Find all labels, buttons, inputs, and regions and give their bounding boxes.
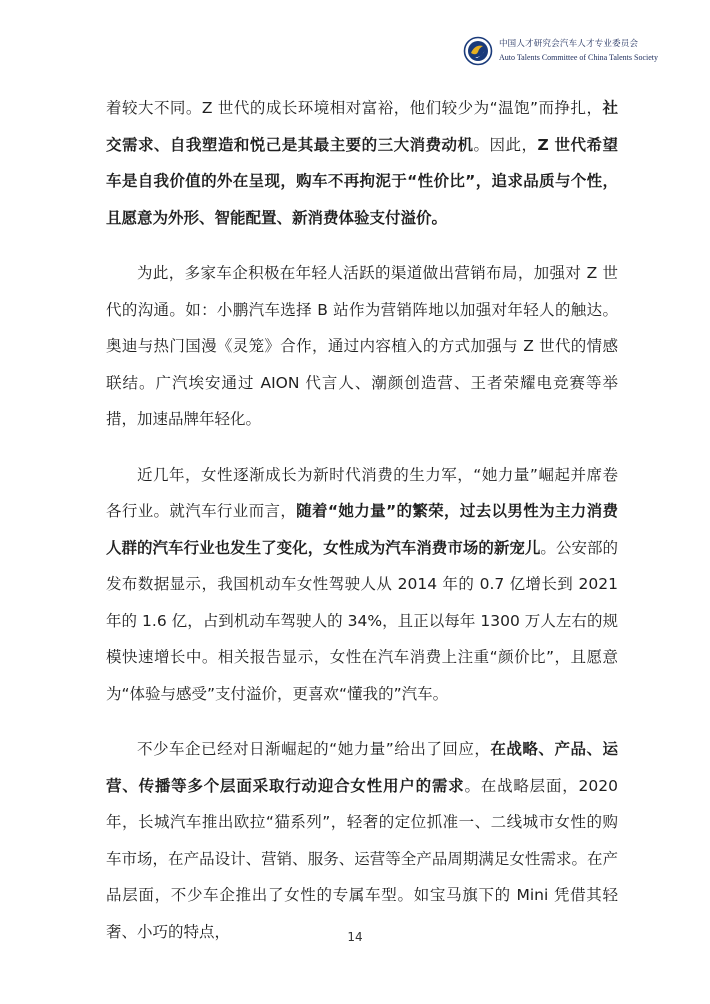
bold-text-run: Z 世代希望车是自我价值的外在呈现，购车不再拘泥于“性价比”，追求品质与个性，且愿意为外形、智能配置、新消费体验支付溢价。	[106, 135, 618, 227]
text-run: 。在战略层面，2020 年，长城汽车推出欧拉“猫系列”，轻奢的定位抓准一、二线城市女性的购车市场，在产品设计、营销、服务、运营等全产品周期满足女性需求。在产品层面，不少车企推出了女性的专属车型。如宝马旗下的 Mini 凭借其轻奢、小巧的特点，	[106, 776, 618, 941]
bold-text-run: 随着“她力量”的繁荣，过去以男性为主力消费人群的汽车行业也发生了变化，女性成为汽车消费市场的新宠儿	[106, 502, 618, 557]
text-run: 近几年，女性逐渐成长为新时代消费的生力军，“她力量”崛起并席卷各行业。就汽车行业而言，	[106, 465, 618, 520]
text-run: 着较大不同。Z 世代的成长环境相对富裕，他们较少为“温饱”而挣扎，	[106, 99, 603, 117]
org-name-block	[499, 38, 658, 64]
text-run: 为此，多家车企积极在年轻人活跃的渠道做出营销布局，加强对 Z 世代的沟通。如：小鹏汽车选择 B 站作为营销阵地以加强对年轻人的触达。奥迪与热门国漫《灵笼》合作，通过内容植入的方式加强与 Z 世代的情感联结。广汽埃安通过 AION 代言人、潮颜创造营、王者荣耀电竞赛等举措，加速品牌年轻化。	[106, 264, 618, 428]
body-paragraph	[106, 255, 618, 438]
org-name-chinese: 中国人才研究会汽车人才专业委员会	[498, 39, 639, 49]
org-logo-icon	[463, 36, 493, 66]
body-paragraph	[106, 90, 618, 236]
page-header	[463, 36, 658, 66]
document-body	[106, 90, 618, 969]
body-paragraph	[106, 457, 618, 713]
org-name-english: Auto Talents Committee of China Talents Society	[498, 53, 658, 62]
bold-text-run: 在战略、产品、运营、传播等多个层面采取行动迎合女性用户的需求	[106, 740, 618, 795]
body-paragraph	[106, 731, 618, 950]
text-run: 。因此，	[473, 135, 538, 154]
text-run: 不少车企已经对日渐崛起的“她力量”给出了回应，	[137, 740, 491, 758]
text-run: 。公安部的发布数据显示，我国机动车女性驾驶人从 2014 年的 0.7 亿增长到 2021 年的 1.6 亿，占到机动车驾驶人的 34%，且正以每年 1300 万人左右的规模快速增长中。相关报告显示，女性在汽车消费上注重“颜价比”，且愿意为“体验与感受”支付溢价，更喜欢“懂我的”汽车。	[106, 538, 618, 703]
page-number: 14	[347, 930, 363, 944]
bold-text-run: 社交需求、自我塑造和悦己是其最主要的三大消费动机	[106, 99, 618, 154]
